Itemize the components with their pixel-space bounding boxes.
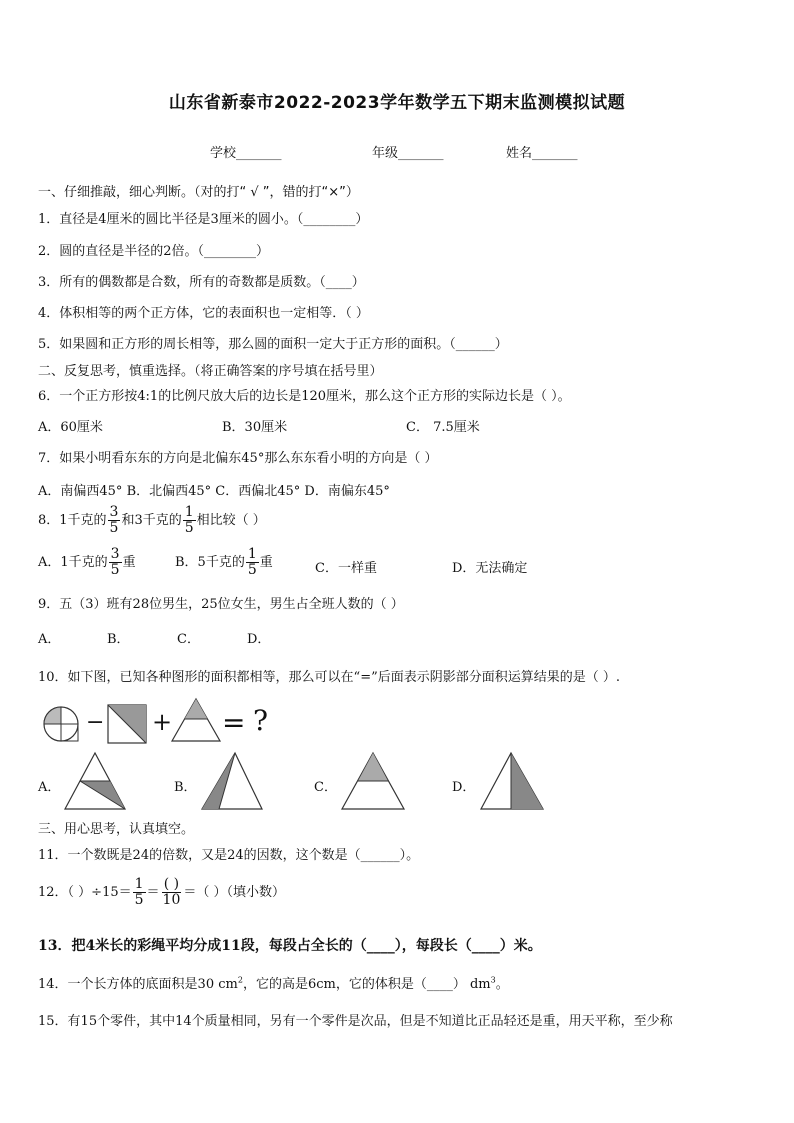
question-2: 2．圆的直径是半径的2倍。（________） [38,244,270,259]
question-5: 5．如果圆和正方形的周长相等，那么圆的面积一定大于正方形的面积。（______） [38,337,508,352]
fraction-three-fifths: $\frac{3}{5}$ [110,546,120,578]
question-10-option-b: B． [174,780,197,795]
page-title: 山东省新泰市2022-2023学年数学五下期末监测模拟试题 [168,93,626,113]
question-10-stem: 10．如下图，已知各种图形的面积都相等，那么可以在“=”后面表示阴影部分面积运算结果的是（ ）. [38,670,620,685]
question-mark: ? [253,704,269,737]
section-2-heading: 二、反复思考，慎重选择。（将正确答案的序号填在括号里） [38,364,383,379]
option-c-triangle-icon [342,753,404,809]
question-6-stem: 6．一个正方形按4:1的比例尺放大后的边长是120厘米，那么这个正方形的实际边长是（ ）。 [38,389,571,404]
question-8-stem: 8．1千克的 $\frac{3}{5}$ 和3千克的 $\frac{1}{5}$ 相比较（ ） [38,504,266,536]
question-15: 15．有15个零件，其中14个质量相同，另有一个零件是次品，但是不知道比正品轻还是重，用天平称，至少称 [38,1014,673,1029]
question-10-option-c: C． [314,780,337,795]
question-4: 4．体积相等的两个正方体，它的表面积也一定相等．（ ） [38,306,369,321]
question-8-option-c: C．一样重 [315,561,377,576]
equals-sign: = [222,706,246,739]
question-10-option-a: A． [38,780,61,795]
question-8-option-b: B．5千克的 $\frac{1}{5}$ 重 [175,546,273,578]
question-13: 13．把4米长的彩绳平均分成11段，每段占全长的（____），每段长（____）米。 [38,938,542,954]
question-7-options: A．南偏西45° B．北偏西45° C．西偏北45° D．南偏东45° [38,484,390,499]
question-6-option-a: A．60厘米 [38,420,103,435]
section-1-heading: 一、仔细推敲，细心判断。（对的打“ √ ”，错的打“×”） [38,185,359,200]
question-10-option-d: D． [452,780,476,795]
grade-field: 年级_______ [372,146,444,161]
fraction-three-fifths: $\frac{3}{5}$ [109,504,119,536]
question-8-option-d: D．无法确定 [452,561,528,576]
question-9-option-b: B． [107,632,130,647]
question-9-option-c: C． [177,632,200,647]
question-11: 11．一个数既是24的倍数，又是24的因数，这个数是（______）。 [38,848,420,863]
quarter-shaded-circle-icon [44,707,78,741]
fraction-one-fifth: $\frac{1}{5}$ [247,546,257,578]
half-shaded-square-icon [108,705,146,743]
question-6-option-b: B．30厘米 [222,420,288,435]
school-field: 学校_______ [210,146,282,161]
question-10-options-figure [0,748,794,818]
question-6-option-c: C． 7.5厘米 [406,420,480,435]
question-8-option-a: A．1千克的 $\frac{3}{5}$ 重 [38,546,136,578]
fraction-one-fifth: $\frac{1}{5}$ [134,876,144,908]
question-14: 14．一个长方体的底面积是30 $cm^2$，它的高是6cm，它的体积是（____） $dm^3$。 [38,975,509,992]
option-a-triangle-icon [65,753,125,809]
question-7-stem: 7．如果小明看东东的方向是北偏东45°那么东东看小明的方向是（ ） [38,451,438,466]
question-1: 1．直径是4厘米的圆比半径是3厘米的圆小。（________） [38,212,369,227]
option-b-triangle-icon [202,753,262,809]
question-10-equation-figure [0,695,794,755]
question-12: 12．（ ）÷15＝ $\frac{1}{5}$ ＝ $\frac{( )}{10}$ ＝（ ）（填小数） [38,876,286,908]
option-d-triangle-icon [481,753,543,809]
plus-sign: + [152,708,173,736]
minus-sign: − [86,710,105,735]
name-field: 姓名_______ [506,146,578,161]
fraction-one-fifth: $\frac{1}{5}$ [184,504,194,536]
section-3-heading: 三、用心思考，认真填空。 [38,822,195,837]
question-9-option-d: D． [247,632,271,647]
question-3: 3．所有的偶数都是合数，所有的奇数都是质数。（____） [38,275,365,290]
question-9-stem: 9．五（3）班有28位男生，25位女生，男生占全班人数的（ ） [38,597,404,612]
fraction-blank-over-ten: $\frac{( )}{10}$ [162,876,181,908]
question-9-option-a: A． [38,632,61,647]
top-shaded-triangle-icon [172,699,220,741]
